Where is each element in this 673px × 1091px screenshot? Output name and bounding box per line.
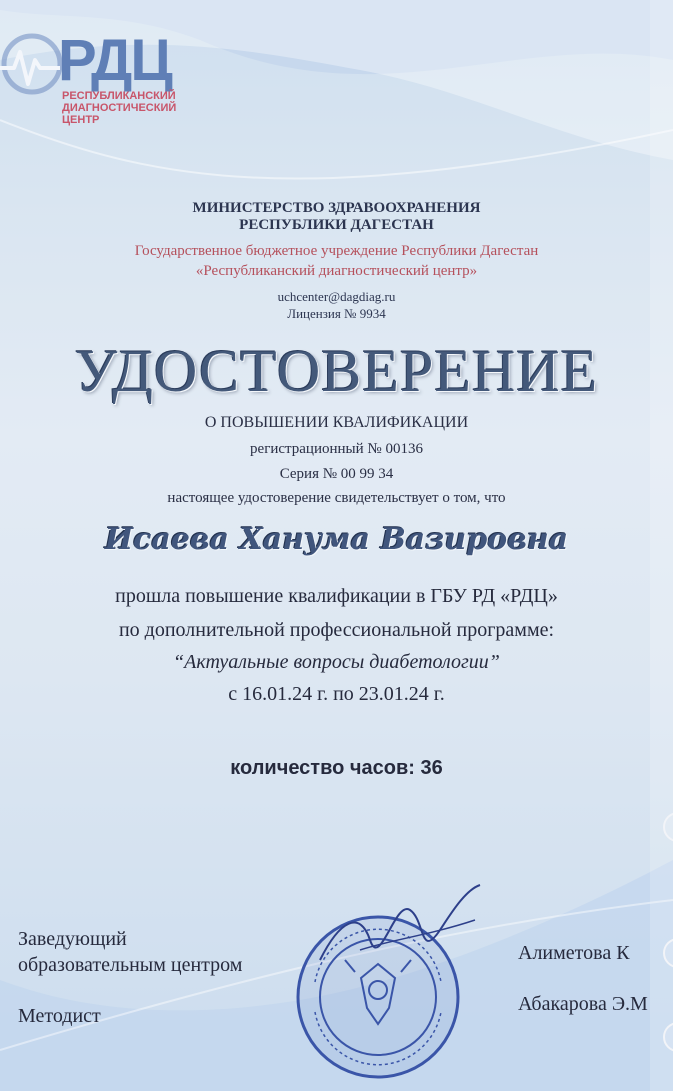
email-text: uchcenter@dagdiag.ru <box>277 289 396 304</box>
hours-count: количество часов: 36 <box>230 757 443 779</box>
license-text: Лицензия № 9934 <box>287 306 386 321</box>
program-title: “Актуальные вопросы диабетологии” <box>173 651 500 673</box>
logo-subtitle: РЕСПУБЛИКАНСКИЙ ДИАГНОСТИЧЕСКИЙ ЦЕНТР <box>62 90 177 126</box>
document-title: УДОСТОВЕРЕНИЕ <box>74 338 599 404</box>
institution-name: Государственное бюджетное учреждение Республики Дагестан «Республиканский диагностический центр» <box>134 243 539 279</box>
attest-text: настоящее удостоверение свидетельствует о том, что <box>167 490 506 506</box>
contacts <box>0 288 673 322</box>
course-line-1: прошла повышение квалификации в ГБУ РД «РДЦ» <box>115 585 558 607</box>
head-name: Алиметова К <box>518 942 630 964</box>
course-period: с 16.01.24 г. по 23.01.24 г. <box>228 683 445 705</box>
ministry-name: МИНИСТЕРСТВО ЗДРАВООХРАНЕНИЯ РЕСПУБЛИКИ ДАГЕСТАН <box>192 200 481 233</box>
rdc-logo <box>0 30 200 130</box>
holder-name: Исаева Ханума Вазировна <box>104 522 569 557</box>
methodist-role: Методист <box>18 1005 101 1027</box>
heartbeat-icon <box>0 30 62 100</box>
course-line-2: по дополнительной профессиональной программе: <box>118 619 555 641</box>
document-subtitle: О ПОВЫШЕНИИ КВАЛИФИКАЦИИ <box>204 414 469 431</box>
methodist-name: Абакарова Э.М <box>518 993 648 1015</box>
handwritten-signature <box>300 880 500 990</box>
head-role: Заведующий образовательным центром <box>18 928 243 976</box>
logo-abbreviation: РДЦ <box>58 28 171 93</box>
series-number: Серия № 00 99 34 <box>279 466 394 482</box>
registration-number: регистрационный № 00136 <box>250 441 423 457</box>
